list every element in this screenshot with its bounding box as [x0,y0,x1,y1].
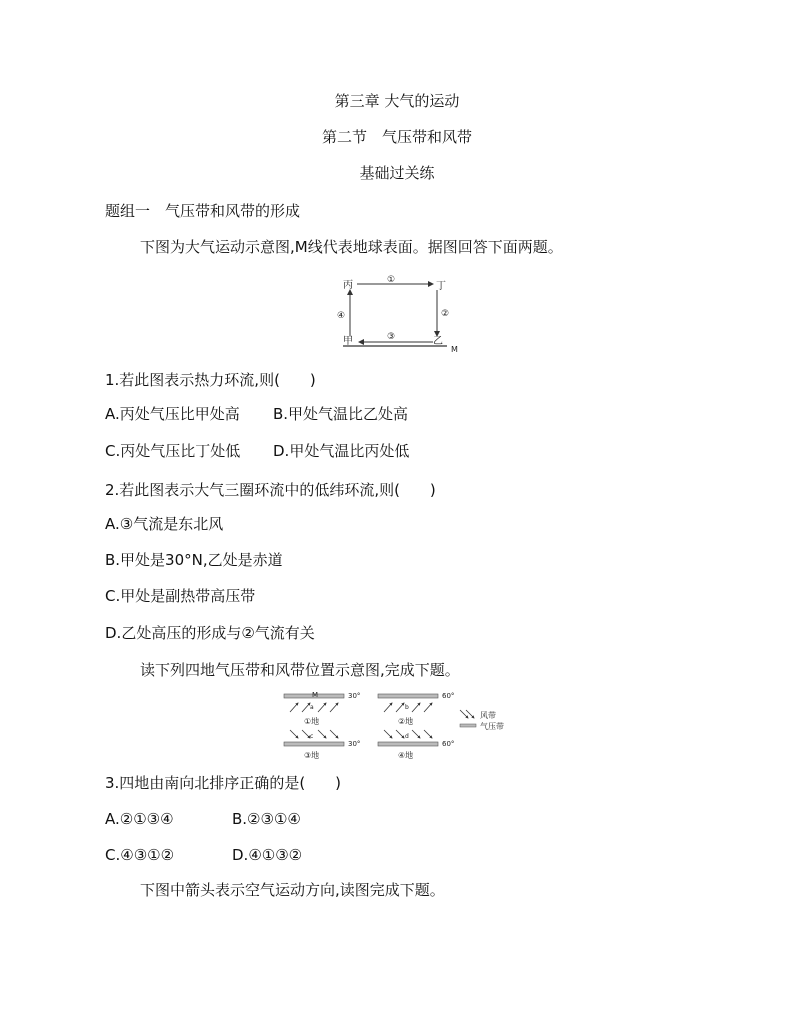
legend [460,710,504,731]
q2-option-a[interactable]: A.③气流是东北风 [105,515,224,533]
panel-3-wind: c [310,733,314,740]
panel-3 [284,730,360,760]
q2-stem: 2.若此图表示大气三圈环流中的低纬环流,则( ) [105,481,436,499]
panel-1-lat: 30° [348,692,361,700]
panel-4-wind: d [405,733,409,740]
panel-1-label: ①地 [304,717,320,726]
q2-option-c[interactable]: C.甲处是副热带高压带 [105,587,256,605]
legend-pressure: 气压带 [480,722,504,731]
section-title: 第二节 气压带和风带 [321,128,472,146]
circulation-diagram [335,270,465,358]
arrow-3-label: ③ [387,332,396,342]
q3-option-a[interactable]: A.②①③④ [105,810,174,828]
label-yi: 乙 [433,336,443,347]
chapter-title: 第三章 大气的运动 [334,92,460,110]
label-ding: 丁 [436,281,446,292]
panel-2 [378,692,454,726]
q1-option-d[interactable]: D.甲处气温比丙处低 [273,442,410,460]
panel-2-label: ②地 [398,717,414,726]
figure3-intro: 下图中箭头表示空气运动方向,读图完成下题。 [140,881,445,899]
q2-option-b[interactable]: B.甲处是30°N,乙处是赤道 [105,551,283,569]
arrow-2-label: ② [441,309,450,319]
wind-belt-diagram [280,688,520,764]
panel-1-wind: a [310,704,314,711]
panel-2-lat: 60° [442,692,455,700]
q1-stem: 1.若此图表示热力环流,则( ) [105,371,316,389]
label-bing: 丙 [343,280,353,291]
q3-option-c[interactable]: C.④③①② [105,846,175,864]
panel-1 [284,691,360,726]
arrow-4-label: ④ [337,311,346,321]
panel-3-lat: 30° [348,740,361,748]
legend-wind: 风带 [480,711,496,720]
q2-option-d[interactable]: D.乙处高压的形成与②气流有关 [105,624,315,642]
group-title: 题组一 气压带和风带的形成 [105,202,301,220]
q3-stem: 3.四地由南向北排序正确的是( ) [105,774,342,792]
panel-4 [378,730,454,760]
group1-intro: 下图为大气运动示意图,M线代表地球表面。据图回答下面两题。 [140,238,563,256]
arrow-1-label: ① [387,275,396,285]
panel-4-lat: 60° [442,740,455,748]
figure2-intro: 读下列四地气压带和风带位置示意图,完成下题。 [140,661,460,679]
q1-option-b[interactable]: B.甲处气温比乙处高 [273,405,409,423]
q3-option-d[interactable]: D.④①③② [232,846,303,864]
panel-1-mark: M [312,691,319,699]
q1-option-c[interactable]: C.丙处气压比丁处低 [105,442,241,460]
panel-4-label: ④地 [398,751,414,760]
page-subtitle: 基础过关练 [359,164,435,182]
panel-2-wind: b [405,704,409,711]
label-jia: 甲 [343,336,353,347]
label-m: M [451,345,458,354]
q1-option-a[interactable]: A.丙处气压比甲处高 [105,405,240,423]
panel-3-label: ③地 [304,751,320,760]
q3-option-b[interactable]: B.②③①④ [232,810,301,828]
